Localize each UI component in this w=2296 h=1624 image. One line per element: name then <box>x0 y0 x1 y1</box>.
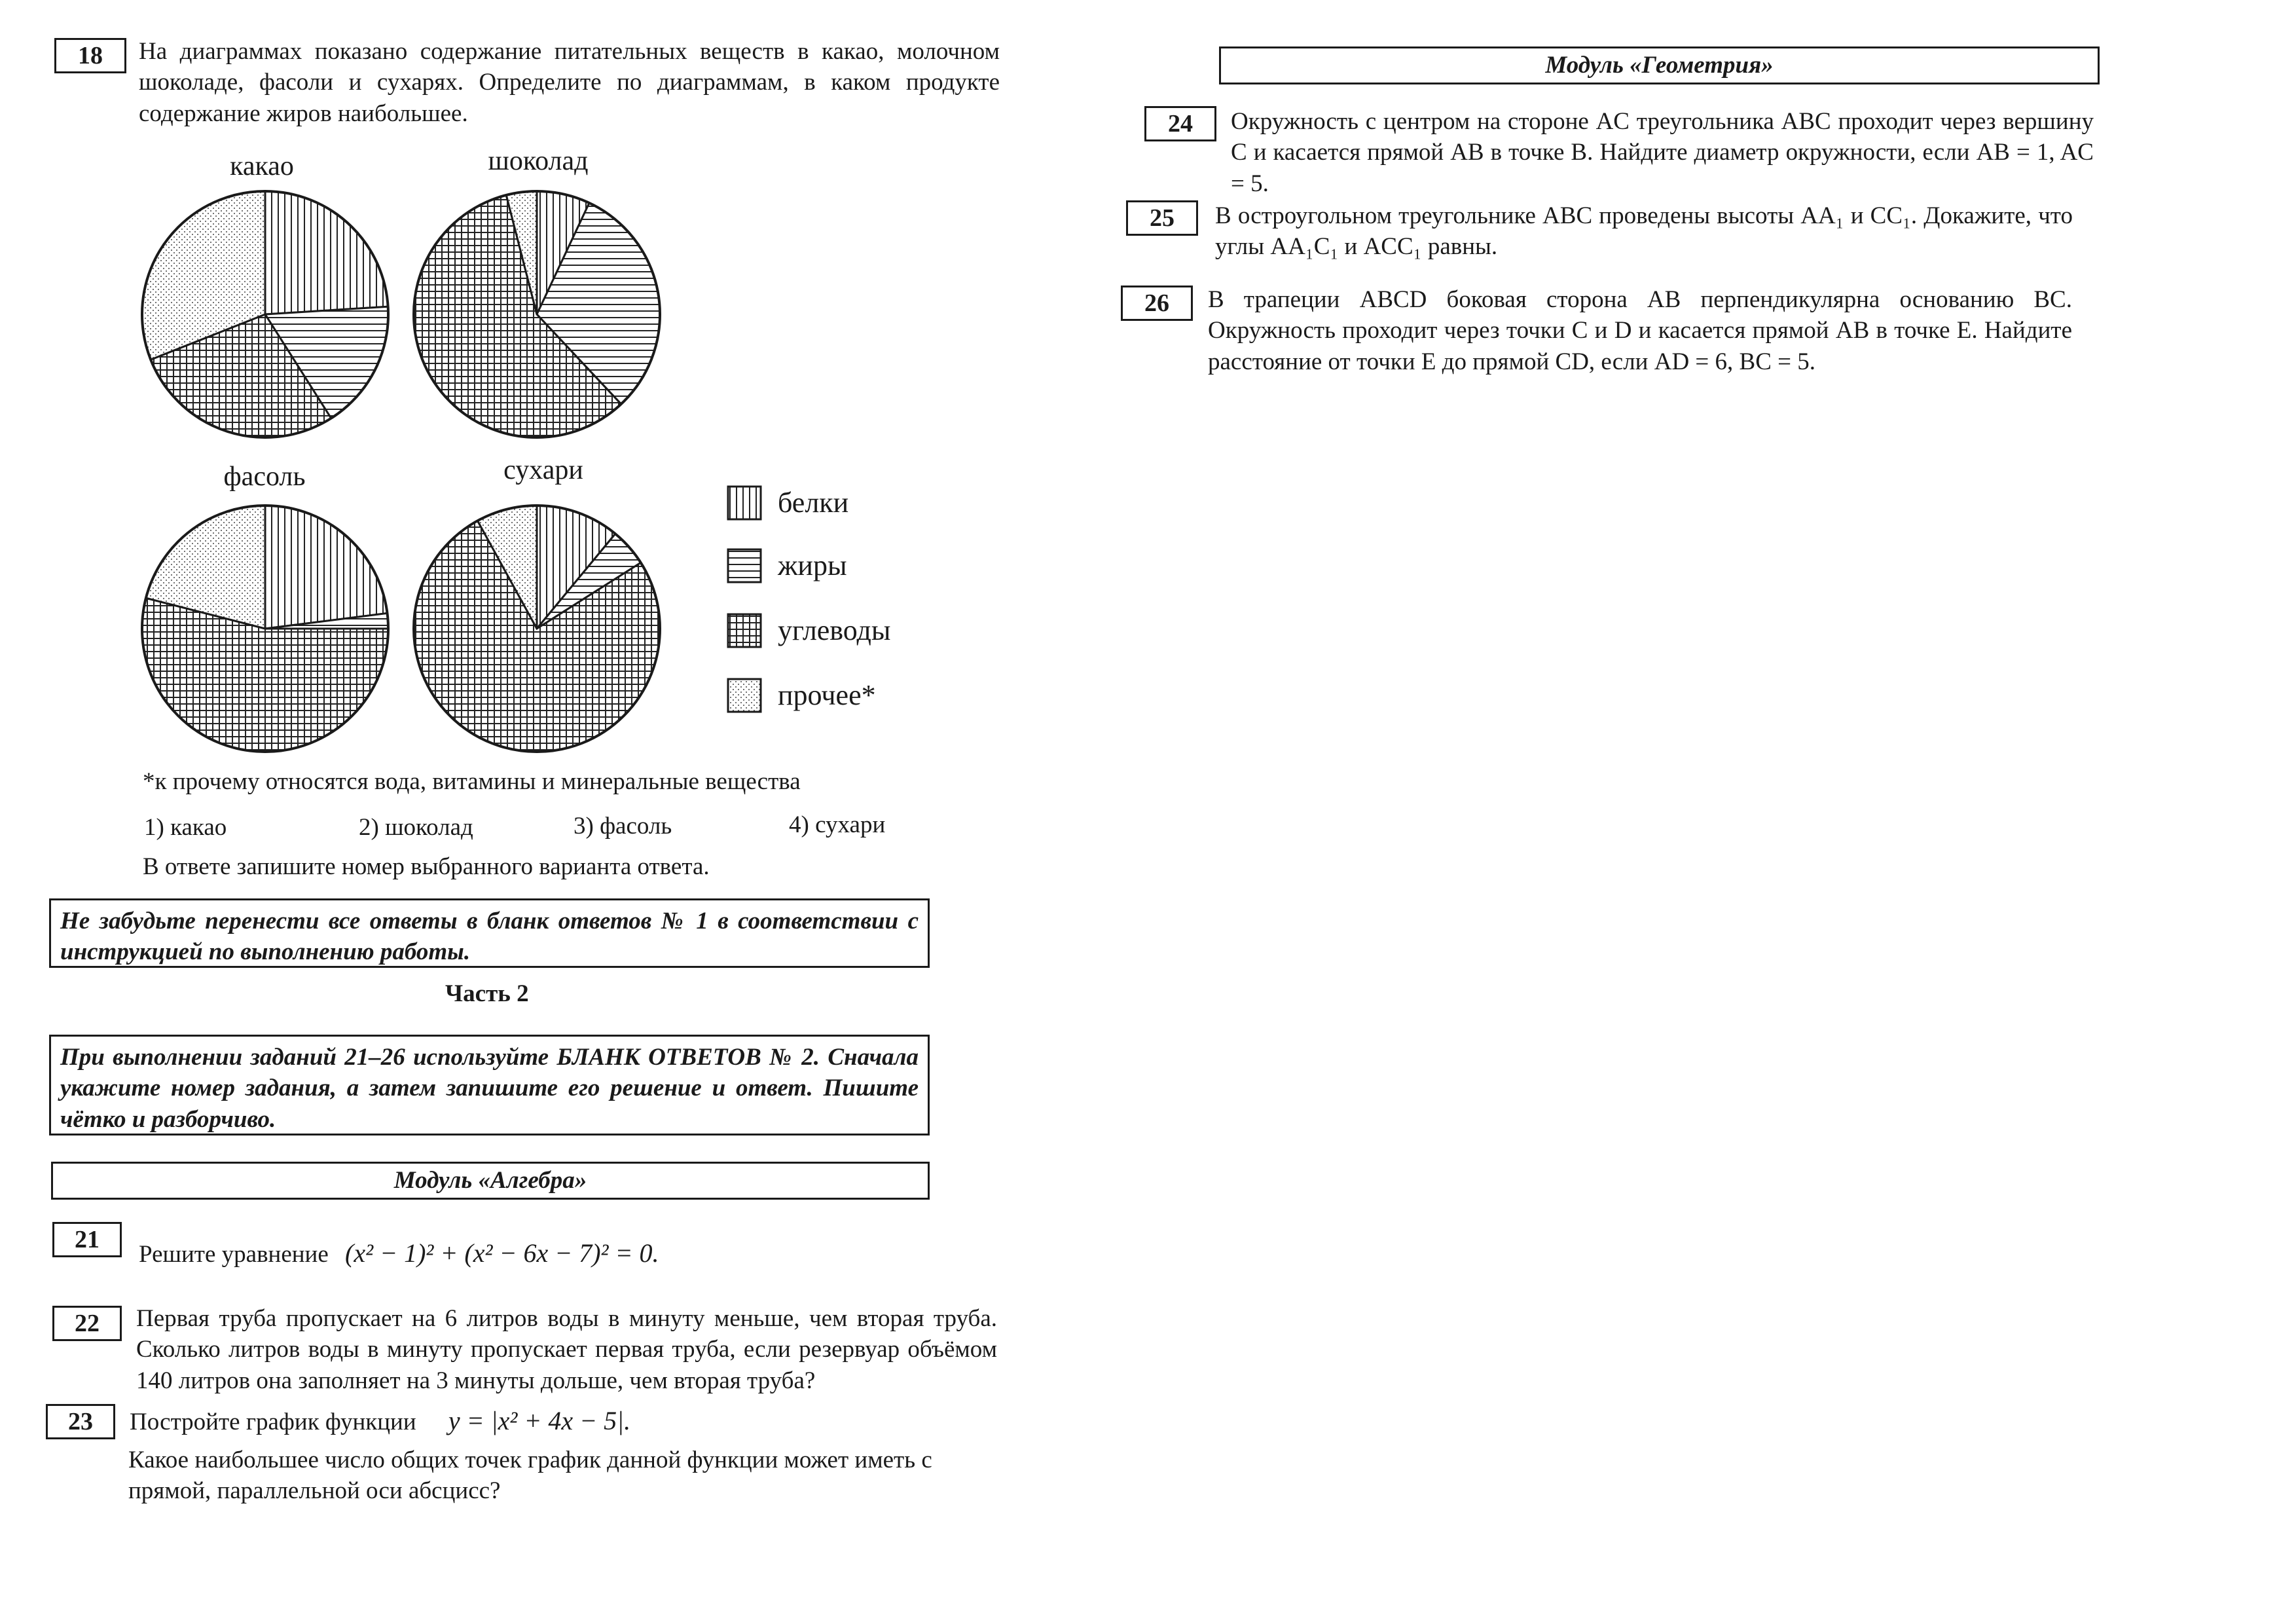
task-18-option-4: 4) сухари <box>789 811 886 838</box>
task-23-question: Какое наибольшее число общих точек график данной функции может иметь с прямой, параллельной оси абсцисс? <box>128 1447 932 1505</box>
task-23-formula: y = |x² + 4x − 5|. <box>448 1406 631 1435</box>
legend-swatch-other <box>727 678 762 713</box>
task-21-number: 21 <box>52 1222 122 1257</box>
module-geometry-header: Модуль «Геометрия» <box>1219 46 2100 84</box>
pie-cocoa-slice-proteins <box>265 191 388 314</box>
task-21-formula: (x² − 1)² + (x² − 6x − 7)² = 0. <box>345 1238 659 1268</box>
pie-beans-slice-proteins <box>265 506 388 629</box>
legend-label-carbs: углеводы <box>778 614 891 646</box>
legend-item-other <box>727 677 876 714</box>
legend-label-other: прочее* <box>778 679 876 711</box>
legend-item-fats <box>727 547 847 584</box>
task-25-text: В остроугольном треугольнике ABC проведены высоты AA₁ и CC₁. Докажите, что углы AA₁C₁ и ACC₁ равны. <box>1215 202 2073 261</box>
task-26-text: В трапеции ABCD боковая сторона AB перпендикулярна основанию BC. Окружность проходит через точки C и D и касается прямой AB в точке E. Найдите расстояние от точки E до прямой CD, если AD = 6, BC = 5. <box>1208 286 2072 375</box>
legend-label-proteins: белки <box>778 487 849 519</box>
chart-title-rusks: сухари <box>503 455 583 485</box>
legend-label-fats: жиры <box>778 549 847 581</box>
task-24-number: 24 <box>1144 106 1216 141</box>
task-18-option-1: 1) какао <box>144 814 227 841</box>
legend-item-proteins <box>727 485 848 521</box>
task-22-text: Первая труба пропускает на 6 литров воды в минуту меньше, чем вторая труба. Сколько литров воды в минуту пропускает первая труба, если резервуар объёмом 140 литров она заполняет на 3 минуты дольше, чем вторая труба? <box>136 1305 997 1394</box>
task-18-footnote: *к прочему относятся вода, витамины и минеральные вещества <box>143 768 801 795</box>
pie-charts <box>0 0 720 760</box>
task-23-label: Постройте график функции <box>130 1409 416 1435</box>
task-18-answer-hint: В ответе запишите номер выбранного варианта ответа. <box>143 853 710 880</box>
legend-swatch-fats <box>727 548 762 583</box>
task-26-number: 26 <box>1121 286 1193 321</box>
legend-swatch-proteins <box>727 485 762 521</box>
task-24-text: Окружность с центром на стороне AC треугольника ABC проходит через вершину C и касается прямой AB в точке B. Найдите диаметр окружности, если AB = 1, AC = 5. <box>1231 108 2094 197</box>
legend-swatch-carbs <box>727 613 762 648</box>
chart-title-cocoa: какао <box>230 151 294 181</box>
task-22-number: 22 <box>52 1306 122 1341</box>
task-23-line <box>130 1404 630 1437</box>
module-algebra-header: Модуль «Алгебра» <box>51 1162 930 1200</box>
part-2-title: Часть 2 <box>445 980 529 1007</box>
task-25-number: 25 <box>1126 200 1198 236</box>
task-23-number: 23 <box>46 1404 115 1439</box>
chart-title-chocolate: шоколад <box>488 146 589 176</box>
task-21-label: Решите уравнение <box>139 1241 329 1268</box>
task-21-text <box>139 1236 659 1270</box>
task-18-option-2: 2) шоколад <box>359 814 473 841</box>
reminder-box: Не забудьте перенести все ответы в бланк ответов № 1 в соответствии с инструкцией по выполнению работы. <box>49 898 930 968</box>
task-18-option-3: 3) фасоль <box>574 813 672 840</box>
task-18-text: На диаграммах показано содержание питательных веществ в какао, молочном шоколаде, фасоли и сухарях. Определите по диаграммам, в каком продукте содержание жиров наибольшее. <box>139 38 1000 127</box>
legend-item-carbs <box>727 612 890 649</box>
chart-title-beans: фасоль <box>223 462 306 492</box>
task-18-number: 18 <box>54 38 126 73</box>
part-2-instruction-box: При выполнении заданий 21–26 используйте БЛАНК ОТВЕТОВ № 2. Сначала укажите номер задания, а затем запишите его решение и ответ. Пишите чётко и разборчиво. <box>49 1035 930 1135</box>
